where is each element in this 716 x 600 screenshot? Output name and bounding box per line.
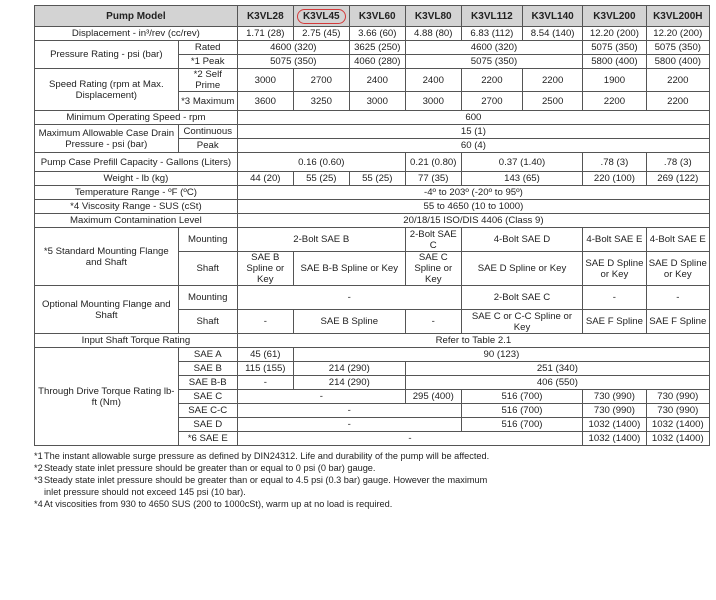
cell: -4º to 203º (-20º to 95º)	[237, 186, 709, 200]
speed-self-prime-row	[35, 69, 710, 92]
cell: 4600 (320)	[405, 41, 582, 55]
footnote-text: The instant allowable surge pressure as defined by DIN24312. Life and durability of the pump will be affected.	[44, 451, 490, 461]
cell: 115 (155)	[237, 362, 293, 376]
input-torque-row	[35, 334, 710, 348]
footnote-continuation	[34, 486, 710, 498]
footnote-text: Steady state inlet pressure should be greater than or equal to 4.5 psi (0.3 bar) gauge. However the maximum	[44, 475, 488, 485]
cell: .78 (3)	[646, 153, 709, 172]
row-label: Temperature Range - ºF (ºC)	[35, 186, 238, 200]
sub-label: Rated	[178, 41, 237, 55]
cell: 4-Bolt SAE D	[461, 228, 582, 252]
cell: 55 (25)	[349, 172, 405, 186]
cell: SAE D Spline or Key	[461, 252, 582, 286]
model-k3vl140: K3VL140	[523, 6, 583, 27]
cell: 3000	[237, 69, 293, 92]
cell: 0.37 (1.40)	[461, 153, 582, 172]
cell: 5075 (350)	[237, 55, 349, 69]
row-label: *4 Viscosity Range - SUS (cSt)	[35, 200, 238, 214]
cell: 77 (35)	[405, 172, 461, 186]
cell: 6.83 (112)	[461, 27, 522, 41]
cell: 1032 (1400)	[583, 418, 646, 432]
cell: 0.21 (0.80)	[405, 153, 461, 172]
cell: 5800 (400)	[646, 55, 709, 69]
cell: 4060 (280)	[349, 55, 405, 69]
weight-row	[35, 172, 710, 186]
footnote	[34, 462, 710, 474]
displacement-row	[35, 27, 710, 41]
row-label: Input Shaft Torque Rating	[35, 334, 238, 348]
cell: -	[583, 286, 646, 310]
cell: 2700	[461, 92, 522, 111]
cell: 5800 (400)	[583, 55, 646, 69]
model-k3vl200h: K3VL200H	[646, 6, 709, 27]
cell: 2-Bolt SAE C	[405, 228, 461, 252]
cell: 55 (25)	[293, 172, 349, 186]
cell: 55 to 4650 (10 to 1000)	[237, 200, 709, 214]
cell: -	[237, 390, 405, 404]
sub-label: SAE A	[178, 348, 237, 362]
cell: 516 (700)	[461, 404, 582, 418]
model-k3vl60: K3VL60	[349, 6, 405, 27]
cell: 1.71 (28)	[237, 27, 293, 41]
sub-label: SAE C	[178, 390, 237, 404]
sub-label: Mounting	[178, 286, 237, 310]
sub-label: *6 SAE E	[178, 432, 237, 446]
cell: -	[237, 286, 461, 310]
cell: 269 (122)	[646, 172, 709, 186]
pump-model-header: Pump Model	[35, 6, 238, 27]
cell: 5075 (350)	[583, 41, 646, 55]
footnote	[34, 474, 710, 486]
cell: 12.20 (200)	[646, 27, 709, 41]
sub-label: Mounting	[178, 228, 237, 252]
cell: 220 (100)	[583, 172, 646, 186]
model-k3vl45	[293, 6, 349, 27]
cell: Refer to Table 2.1	[237, 334, 709, 348]
cell: .78 (3)	[583, 153, 646, 172]
cell: 1900	[583, 69, 646, 92]
cell: 60 (4)	[237, 139, 709, 153]
sub-label: *3 Maximum	[178, 92, 237, 111]
header-row	[35, 6, 710, 27]
cell: 20/18/15 ISO/DIS 4406 (Class 9)	[237, 214, 709, 228]
footnote-mark	[34, 486, 44, 498]
case-drain-continuous-row	[35, 125, 710, 139]
cell: 214 (290)	[293, 362, 405, 376]
cell: 730 (990)	[646, 404, 709, 418]
sub-label: *2 Self Prime	[178, 69, 237, 92]
cell: 8.54 (140)	[523, 27, 583, 41]
td-sae-a-row	[35, 348, 710, 362]
footnote	[34, 450, 710, 462]
sub-label: SAE D	[178, 418, 237, 432]
cell: 45 (61)	[237, 348, 293, 362]
cell: -	[237, 432, 582, 446]
sub-label: *1 Peak	[178, 55, 237, 69]
footnote-mark: *2	[34, 463, 43, 473]
cell: 2200	[646, 69, 709, 92]
cell: 5075 (350)	[646, 41, 709, 55]
cell: 44 (20)	[237, 172, 293, 186]
footnote-mark: *1	[34, 451, 43, 461]
cell: 2400	[349, 69, 405, 92]
cell: 12.20 (200)	[583, 27, 646, 41]
row-label: Optional Mounting Flange and Shaft	[35, 286, 179, 334]
cell: 2500	[523, 92, 583, 111]
cell: -	[237, 418, 461, 432]
cell: SAE C or C-C Spline or Key	[461, 310, 582, 334]
cell: 3600	[237, 92, 293, 111]
cell: 730 (990)	[583, 404, 646, 418]
cell: 3000	[405, 92, 461, 111]
cell: -	[646, 286, 709, 310]
cell: 5075 (350)	[405, 55, 582, 69]
cell: SAE F Spline	[646, 310, 709, 334]
cell: 251 (340)	[405, 362, 709, 376]
model-k3vl112: K3VL112	[461, 6, 522, 27]
sub-label: SAE C-C	[178, 404, 237, 418]
cell: 3000	[349, 92, 405, 111]
temperature-row	[35, 186, 710, 200]
model-k3vl200: K3VL200	[583, 6, 646, 27]
cell: 2700	[293, 69, 349, 92]
cell: 730 (990)	[646, 390, 709, 404]
cell: 2200	[646, 92, 709, 111]
prefill-row	[35, 153, 710, 172]
cell: 2200	[523, 69, 583, 92]
cell: 295 (400)	[405, 390, 461, 404]
contamination-row	[35, 214, 710, 228]
pump-spec-table	[34, 5, 710, 446]
cell: 1032 (1400)	[583, 432, 646, 446]
cell: -	[405, 310, 461, 334]
cell: SAE F Spline	[583, 310, 646, 334]
footnote-text: inlet pressure should not exceed 145 psi (10 bar).	[44, 487, 246, 497]
cell: 214 (290)	[293, 376, 405, 390]
cell: SAE B-B Spline or Key	[293, 252, 405, 286]
cell: 516 (700)	[461, 418, 582, 432]
model-k3vl80: K3VL80	[405, 6, 461, 27]
cell: SAE D Spline or Key	[646, 252, 709, 286]
cell: 4-Bolt SAE E	[646, 228, 709, 252]
cell: SAE B Spline	[293, 310, 405, 334]
cell: 600	[237, 111, 709, 125]
spec-sheet	[34, 5, 710, 510]
cell: 2-Bolt SAE B	[237, 228, 405, 252]
cell: 15 (1)	[237, 125, 709, 139]
cell: 2400	[405, 69, 461, 92]
cell: SAE B Spline or Key	[237, 252, 293, 286]
sub-label: Continuous	[178, 125, 237, 139]
cell: SAE D Spline or Key	[583, 252, 646, 286]
cell: 516 (700)	[461, 390, 582, 404]
opt-mounting-row	[35, 286, 710, 310]
row-label: Maximum Contamination Level	[35, 214, 238, 228]
cell: 3625 (250)	[349, 41, 405, 55]
sub-label: Peak	[178, 139, 237, 153]
footnote-mark: *3	[34, 475, 43, 485]
row-label: Displacement - in³/rev (cc/rev)	[35, 27, 238, 41]
row-label: Weight - lb (kg)	[35, 172, 238, 186]
cell: 2.75 (45)	[293, 27, 349, 41]
pressure-rated-row	[35, 41, 710, 55]
cell: SAE C Spline or Key	[405, 252, 461, 286]
footnotes	[34, 450, 710, 510]
cell: -	[237, 404, 461, 418]
model-k3vl28: K3VL28	[237, 6, 293, 27]
sub-label: SAE B-B	[178, 376, 237, 390]
footnote-text: At viscosities from 930 to 4650 SUS (200 to 1000cSt), warm up at no load is required.	[44, 499, 393, 509]
cell: 0.16 (0.60)	[237, 153, 405, 172]
sub-label: Shaft	[178, 310, 237, 334]
cell: 1032 (1400)	[646, 418, 709, 432]
sub-label: Shaft	[178, 252, 237, 286]
cell: 4.88 (80)	[405, 27, 461, 41]
cell: -	[237, 310, 293, 334]
cell: 406 (550)	[405, 376, 709, 390]
footnote-mark: *4	[34, 499, 43, 509]
row-label: Through Drive Torque Rating lb-ft (Nm)	[35, 348, 179, 446]
cell: 2-Bolt SAE C	[461, 286, 582, 310]
min-speed-row	[35, 111, 710, 125]
cell: 2200	[461, 69, 522, 92]
row-label: Minimum Operating Speed - rpm	[35, 111, 238, 125]
sub-label: SAE B	[178, 362, 237, 376]
cell: 4-Bolt SAE E	[583, 228, 646, 252]
footnote-text: Steady state inlet pressure should be greater than or equal to 0 psi (0 bar) gauge.	[44, 463, 376, 473]
cell: 4600 (320)	[237, 41, 349, 55]
row-label: Speed Rating (rpm at Max. Displacement)	[35, 69, 179, 111]
cell: 2200	[583, 92, 646, 111]
cell: 3.66 (60)	[349, 27, 405, 41]
cell: 143 (65)	[461, 172, 582, 186]
cell: 90 (123)	[293, 348, 709, 362]
footnote	[34, 498, 710, 510]
row-label: Pressure Rating - psi (bar)	[35, 41, 179, 69]
row-label: *5 Standard Mounting Flange and Shaft	[35, 228, 179, 286]
highlight-circle: K3VL45	[297, 9, 346, 24]
row-label: Maximum Allowable Case Drain Pressure - psi (bar)	[35, 125, 179, 153]
std-mounting-row	[35, 228, 710, 252]
row-label: Pump Case Prefill Capacity - Gallons (Liters)	[35, 153, 238, 172]
cell: 730 (990)	[583, 390, 646, 404]
cell: -	[237, 376, 293, 390]
cell: 3250	[293, 92, 349, 111]
cell: 1032 (1400)	[646, 432, 709, 446]
viscosity-row	[35, 200, 710, 214]
